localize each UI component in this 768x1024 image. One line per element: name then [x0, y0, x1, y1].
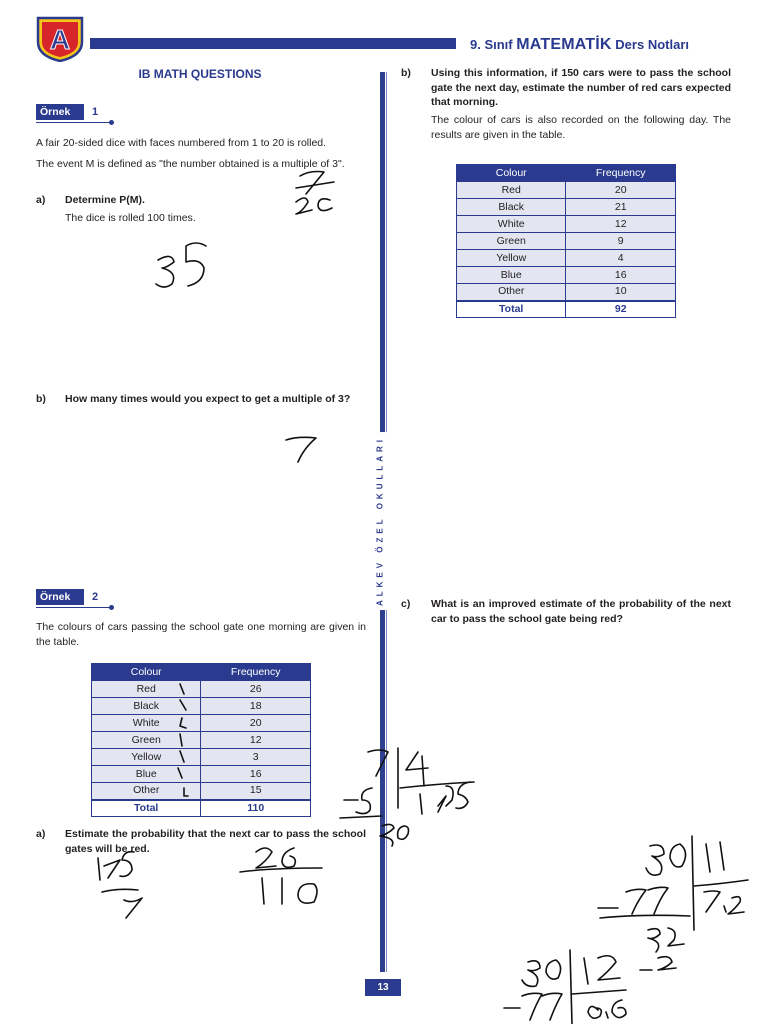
table-cell: Black [92, 698, 201, 715]
day-2-intro: The colour of cars is also recorded on the following day. The results are given in the table. [431, 114, 731, 141]
table-cell: 20 [201, 715, 311, 732]
question-letter: b) [36, 393, 46, 405]
table-cell: 4 [566, 250, 676, 267]
table-cell: Red [457, 182, 566, 199]
table-cell: Green [92, 732, 201, 749]
table-cell: Green [457, 233, 566, 250]
table-cell: 10 [566, 284, 676, 301]
question-letter: b) [401, 67, 411, 79]
table-header: Frequency [201, 664, 311, 681]
example-number: 2 [92, 591, 99, 603]
table-cell: White [92, 715, 201, 732]
table-cell: 18 [201, 698, 311, 715]
question-text: Estimate the probability that the next car to pass the school gates will be red. [65, 828, 366, 855]
table-header: Frequency [566, 165, 676, 182]
notes-label: Ders Notları [615, 37, 689, 52]
example-1-event: The event M is defined as "the number obtained is a multiple of 3". [36, 158, 345, 170]
table-cell: Total [92, 800, 201, 817]
example-tag: Örnek [36, 589, 84, 605]
example-number: 1 [92, 106, 99, 118]
question-letter: a) [36, 828, 46, 840]
table-cell: 12 [566, 216, 676, 233]
table-cell: Other [92, 783, 201, 800]
table-cell: 9 [566, 233, 676, 250]
table-cell: 15 [201, 783, 311, 800]
table-cell: 12 [201, 732, 311, 749]
table-cell: Black [457, 199, 566, 216]
table-cell: Other [457, 284, 566, 301]
table-cell: 21 [566, 199, 676, 216]
section-title: IB MATH QUESTIONS [138, 67, 262, 81]
table-cell: 16 [566, 267, 676, 284]
table-header: Colour [92, 664, 201, 681]
question-text: Using this information, if 150 cars were to pass the school gate the next day, estimate the number of red cars expected that morning. [431, 67, 731, 109]
table-cell: White [457, 216, 566, 233]
subject-label: MATEMATİK [516, 36, 612, 53]
svg-text:A: A [49, 24, 71, 55]
table-cell: 20 [566, 182, 676, 199]
brand-text: ALKEV ÖZEL OKULLARI [372, 432, 387, 610]
table-header: Colour [457, 165, 566, 182]
page-number: 13 [365, 979, 401, 996]
question-text: Determine P(M). [65, 194, 145, 206]
grade-label: 9. Sınıf [470, 37, 513, 52]
table-cell: 110 [201, 800, 311, 817]
table-cell: Total [457, 301, 566, 318]
question-text: How many times would you expect to get a multiple of 3? [65, 393, 351, 405]
example-2-intro: The colours of cars passing the school gate one morning are given in the table. [36, 621, 366, 648]
example-tag: Örnek [36, 104, 84, 120]
table-cell: 92 [566, 301, 676, 318]
question-letter: a) [36, 194, 46, 206]
question-text: What is an improved estimate of the probability of the next car to pass the school gate being red? [431, 598, 731, 625]
table-cell: Blue [457, 267, 566, 284]
question-subtext: The dice is rolled 100 times. [65, 212, 196, 224]
example-1-intro: A fair 20-sided dice with faces numbered from 1 to 20 is rolled. [36, 137, 327, 149]
table-cell: 26 [201, 681, 311, 698]
question-letter: c) [401, 598, 411, 610]
table-cell: 16 [201, 766, 311, 783]
table-cell: Blue [92, 766, 201, 783]
table-cell: Yellow [92, 749, 201, 766]
table-cell: Red [92, 681, 201, 698]
table-cell: 3 [201, 749, 311, 766]
table-cell: Yellow [457, 250, 566, 267]
